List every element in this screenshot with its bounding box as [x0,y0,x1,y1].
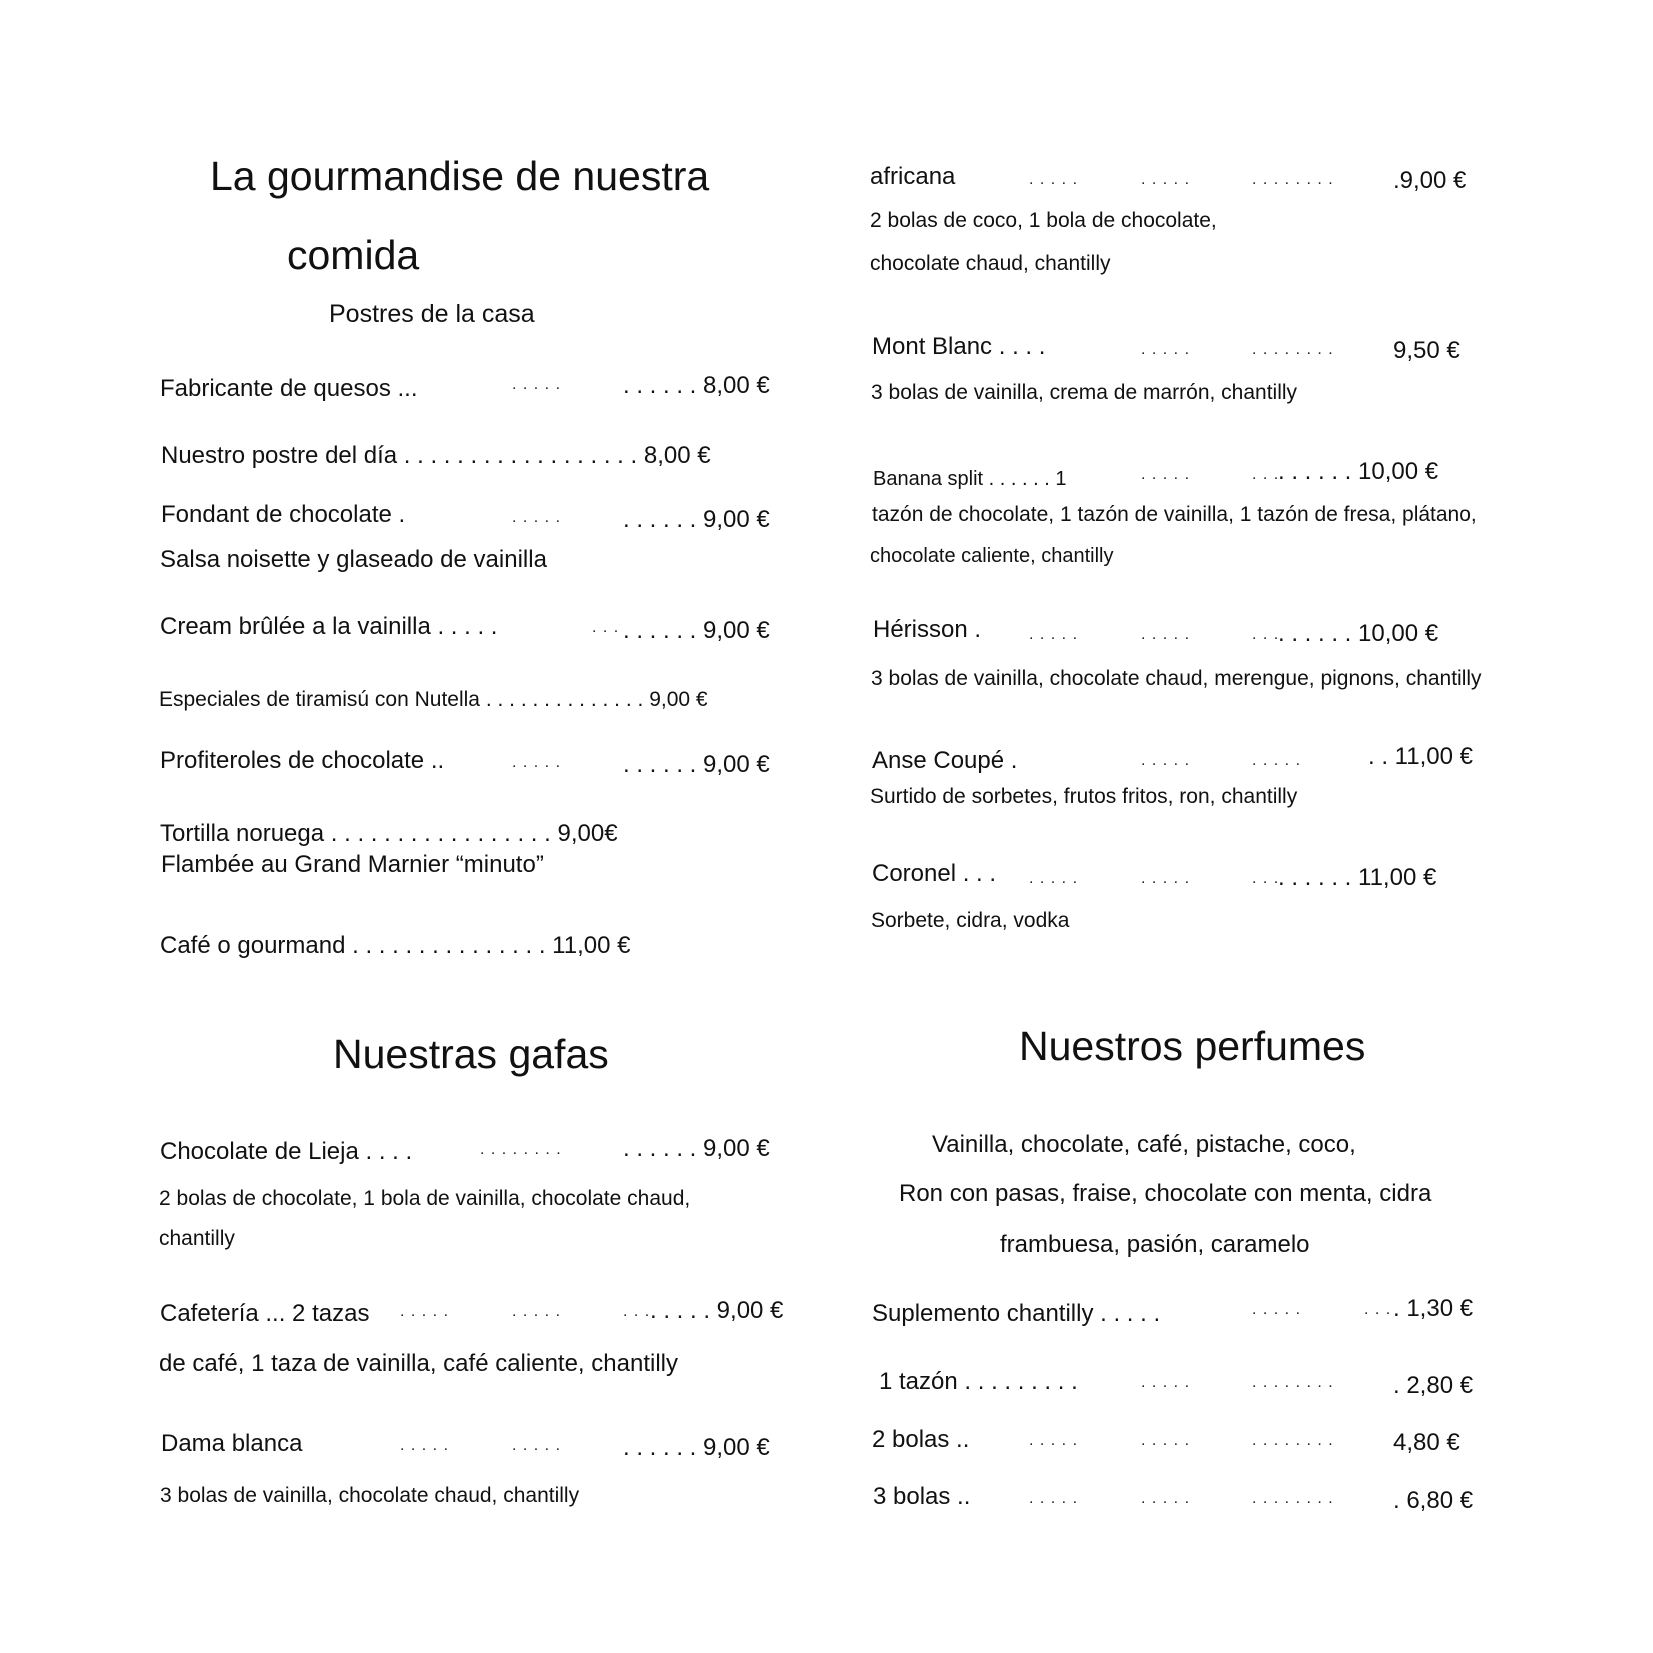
menu-item-price: . . . . . . 9,00 € [623,1135,770,1162]
menu-item-name: Especiales de tiramisú con Nutella . . . . . . . . . . . . . . 9,00 € [159,688,708,711]
dot-leader: . . . . . [1141,870,1191,887]
flavors-line: Vainilla, chocolate, café, pistache, coco, [932,1131,1356,1158]
dot-leader: . . . . . [512,376,562,393]
dot-leader: . . . . . [1029,626,1079,643]
menu-item-name: Banana split . . . . . . 1 [873,468,1067,490]
dot-leader: . . . . . [1141,171,1191,188]
menu-item-name: Hérisson . [873,616,982,643]
dot-leader: . . . . . [512,509,562,526]
dot-leader: . . . . . [400,1437,450,1454]
dot-leader: . . . . . [512,1437,562,1454]
menu-item-price: .9,00 € [1393,167,1467,194]
dot-leader: . . . . . [1029,1432,1079,1449]
flavors-line: frambuesa, pasión, caramelo [1000,1231,1310,1258]
menu-item-price: . . 11,00 € [1368,743,1473,770]
menu-item-description: chocolate chaud, chantilly [870,252,1111,275]
dot-leader: . . . . . [1141,752,1191,769]
menu-item-price: . . . . . . 11,00 € [1278,864,1437,891]
dot-leader: . . . . . . . . [480,1141,562,1158]
menu-item-description: de café, 1 taza de vainilla, café caliente, chantilly [159,1350,678,1377]
dot-leader: . . . [1364,1301,1392,1318]
dot-leader: . . . . . [400,1303,450,1320]
menu-item-price: . . . . . . 9,00 € [623,617,770,644]
dot-leader: . . . . . [1141,626,1191,643]
menu-item-name: Profiteroles de chocolate .. [160,747,445,774]
menu-item-price: . . . . . . 9,00 € [623,751,770,778]
section-subtitle-gourmandise: Postres de la casa [329,300,535,328]
dot-leader: . . . . . . . . [1252,1374,1334,1391]
dot-leader: . . . [623,1303,651,1320]
dot-leader: . . . . . . . . [1252,171,1334,188]
menu-item-name: Anse Coupé . [872,747,1018,774]
menu-item-price: . . . . . . 10,00 € [1278,620,1439,647]
menu-item-name: Cafetería ... 2 tazas [160,1300,370,1327]
menu-item-price: . 2,80 € [1393,1372,1474,1399]
menu-item-description: Surtido de sorbetes, frutos fritos, ron, chantilly [870,785,1298,808]
menu-item-name: Dama blanca [161,1430,303,1457]
dot-leader: . . . . . [1252,752,1302,769]
menu-item-name: Café o gourmand . . . . . . . . . . . . . . . 11,00 € [160,932,631,959]
menu-item-description: Sorbete, cidra, vodka [871,909,1070,932]
menu-item-name: Suplemento chantilly . . . . . [872,1300,1161,1327]
menu-item-description: 2 bolas de coco, 1 bola de chocolate, [870,209,1217,232]
menu-item-name: Fondant de chocolate . [161,501,406,528]
menu-item-price: . . . . . . 9,00 € [623,506,770,533]
menu-item-description: chantilly [159,1227,235,1250]
section-title-gourmandise-line2: comida [287,232,420,278]
menu-item-name: Cream brûlée a la vainilla . . . . . [160,613,498,640]
dot-leader: . . . [592,619,620,636]
menu-item-description: 3 bolas de vainilla, chocolate chaud, chantilly [160,1484,580,1507]
menu-item-description: 3 bolas de vainilla, chocolate chaud, merengue, pignons, chantilly [871,667,1482,690]
menu-item-description: 3 bolas de vainilla, crema de marrón, chantilly [871,381,1298,404]
menu-item-price: . 6,80 € [1393,1487,1474,1514]
dot-leader: . . . . . [1141,1432,1191,1449]
dot-leader: . . . [1252,870,1280,887]
dot-leader: . . . . . . . . [1252,1490,1334,1507]
menu-item-name: 3 bolas .. [873,1483,971,1510]
section-title-gafas: Nuestras gafas [333,1031,609,1077]
dot-leader: . . . . . [512,754,562,771]
menu-item-price: 9,50 € [1393,337,1460,364]
dot-leader: . . . . . . . . [1252,341,1334,358]
menu-item-price: . . . . . . 10,00 € [1278,458,1439,485]
dot-leader: . . . . . [1141,466,1191,483]
dot-leader: . . . . . [1141,1374,1191,1391]
menu-item-name: 2 bolas .. [872,1426,970,1453]
menu-item-price: . 1,30 € [1393,1295,1474,1322]
menu-item-name: Coronel . . . [872,860,997,887]
menu-item-name: 1 tazón . . . . . . . . . [879,1368,1078,1395]
menu-item-description: 2 bolas de chocolate, 1 bola de vainilla, chocolate chaud, [159,1187,691,1210]
dot-leader: . . . . . [1141,341,1191,358]
dot-leader: . . . [1252,626,1280,643]
menu-item-description: Flambée au Grand Marnier “minuto” [161,851,544,878]
dot-leader: . . . . . [1141,1490,1191,1507]
dot-leader: . . . . . [1252,1301,1302,1318]
dot-leader: . . . . . . . . [1252,1432,1334,1449]
dot-leader: . . . . . [1029,171,1079,188]
menu-item-price: 4,80 € [1393,1429,1460,1456]
menu-item-description: Salsa noisette y glaseado de vainilla [160,546,547,573]
dot-leader: . . . . . [1029,1490,1079,1507]
dot-leader: . . . . . [1029,870,1079,887]
menu-item-name: Mont Blanc . . . . [872,333,1046,360]
menu-item-price: . . . . . . 8,00 € [623,372,770,399]
menu-item-price: . . . . . 9,00 € [650,1297,784,1324]
flavors-line: Ron con pasas, fraise, chocolate con menta, cidra [899,1180,1432,1207]
menu-item-name: Chocolate de Lieja . . . . [160,1138,413,1165]
menu-item-name: Tortilla noruega . . . . . . . . . . . . . . . . . 9,00€ [160,820,618,847]
menu-item-description: tazón de chocolate, 1 tazón de vainilla, 1 tazón de fresa, plátano, [872,503,1477,526]
menu-item-description: chocolate caliente, chantilly [870,545,1114,567]
dot-leader: . . . [1252,466,1280,483]
menu-item-name: Nuestro postre del día . . . . . . . . . . . . . . . . . . 8,00 € [161,442,711,469]
menu-item-name: africana [870,163,956,190]
menu-item-name: Fabricante de quesos ... [160,375,418,402]
menu-item-price: . . . . . . 9,00 € [623,1434,770,1461]
section-title-gourmandise-line1: La gourmandise de nuestra [210,153,710,199]
dot-leader: . . . . . [512,1303,562,1320]
section-title-perfumes: Nuestros perfumes [1019,1023,1366,1069]
